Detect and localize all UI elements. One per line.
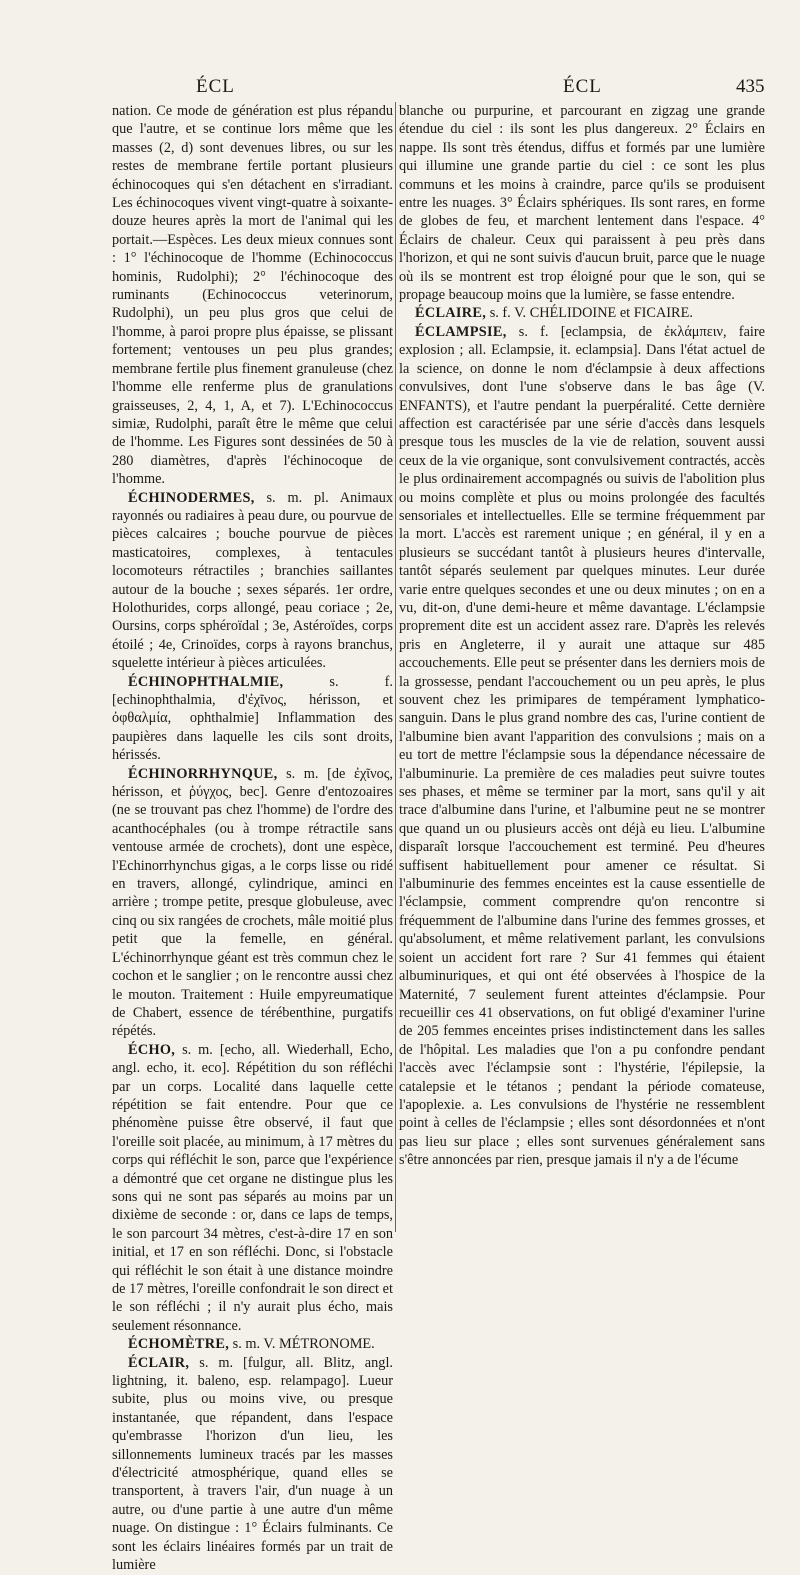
headword: ÉCLAMPSIE,: [415, 323, 507, 340]
right-column: [399, 102, 765, 1237]
entry-eclair: [112, 1354, 393, 1575]
headword: ÉCHO,: [128, 1041, 176, 1058]
left-column: [112, 102, 393, 1574]
right-guide-word: ÉCL: [563, 76, 602, 97]
definition: s. m. V. MÉTRONOME.: [229, 1336, 375, 1353]
headword: ÉCLAIRE,: [415, 305, 487, 322]
entry-echinodermes: [112, 489, 393, 673]
page-number: 435: [736, 76, 765, 97]
headword: ÉCLAIR,: [128, 1354, 190, 1371]
definition: s. m. pl. Animaux rayonnés ou radiaires à peau dure, ou pourvue de pièces calcaires ; bouche pourvue de pièces masticatoires, complexes, à tentacules locomoteurs rétractiles ; branchies saillantes autour de la bouche ; sexes séparés. 1er ordre, Holothurides, corps allongé, peau coriace ; 2e, Oursins, corps sphéroïdal ; 3e, Astéroïdes, corps étoilé ; 4e, Crinoïdes, corps à rayons branchus, squelette intérieur à pièces articulées.: [112, 489, 393, 672]
definition: s. f. [echinophthalmia, d'ἐχῖνος, hérisson, et ὀφθαλμία, ophthalmie] Inflammation des paupières dans laquelle les cils sont droits, hérissés.: [112, 673, 393, 764]
entry-continuation-echinocoque: nation. Ce mode de génération est plus répandu que l'autre, et se continue lors même que les masses (2, d) sont devenues libres, ou sur les restes de membrane fertile portant plusieurs échinocoques qui s'en détachent en s'irradiant. Les échinocoques vivent vingt-quatre à soixante-douze heures après la mort de l'animal qui les portait.—Espèces. Les deux mieux connues sont : 1° l'échinocoque de l'homme (Echinococcus hominis, Rudolphi); 2° l'échinocoque des ruminants (Echinococcus veterinorum, Rudolphi), un peu plus gros que celui de l'homme, à paroi propre plus épaisse, se plissant fortement; ventouses un peu plus grandes; membrane fertile plus finement granuleuse (chez l'homme elle renferme plus de granulations graisseuses, 2, 4, 1, A, et 7). L'Echinococcus simiæ, Rudolphi, paraît être le même que celui de l'homme. Les Figures sont dessinées de 50 à 280 diamètres, d'après l'échinocoque de l'homme.: [112, 103, 393, 488]
definition: s. f. [eclampsia, de ἐκλάμπειν, faire explosion ; all. Eclampsie, it. eclampsia]. Dans l'état actuel de la science, on donne le nom d'éclampsie à deux affections convulsives, dont l'une s'observe dans le bas âge (V. ENFANTS), et l'autre pendant la puerpéralité. Cette dernière affection est caractérisée par une série d'accès dans lesquels presque tous les muscles de la vie de relation, souvent aussi ceux de la vie organique, sont convulsivement contractés, accès le plus ordinairement accompagnés ou suivis de l'abolition plus ou moins complète et plus ou moins prolongée des facultés sensoriales et intellectuelles. Elle se termine fréquemment par la mort. L'accès est rarement unique ; en général, il y en a plusieurs se succédant tantôt à plusieurs heures d'intervalle, tantôt séparés seulement par quelques minutes. Leur durée varie entre quelques secondes et une ou deux minutes ; on en a vu, dit-on, d'une demi-heure et même davantage. L'éclampsie proprement dite est un accident assez rare. D'après les relevés pris en Angleterre, il y aurait une attaque sur 485 accouchements. Elle peut se présenter dans les derniers mois de la grossesse, pendant l'accouchement ou un peu après, le plus souvent chez les primipares de tempérament lymphatico-sanguin. Dans le plus grand nombre des cas, l'urine contient de l'albumine bien avant l'apparition des convulsions ; mais on a eu tort de mettre l'éclampsie sous la dépendance nécessaire de l'albuminurie. La première de ces maladies peut suivre toutes ses phases, et même se terminer par la mort, sans qu'il y ait trace d'albumine dans l'urine, et l'albumine peut ne se montrer que quand un ou plusieurs accès ont déjà eu lieu. L'albumine disparaît lorsque l'accouchement est terminé. Peu d'heures suffisent habituellement pour amener ce résultat. Si l'albuminurie des femmes enceintes est la cause essentielle de l'éclampsie, comment comprendre qu'on rencontre si fréquemment de l'albumine dans l'urine des femmes grosses, et qu'absolument, et même relativement parlant, les convulsions soient un accident fort rare ? Sur 41 femmes qui étaient albuminuriques, et qui ont été observées à l'hospice de la Maternité, 7 seulement furent atteintes d'éclampsie. Pour recueillir ces 41 observations, on fut obligé d'examiner l'urine de 205 femmes enceintes prises indistinctement dans les salles de l'hôpital. Les maladies que l'on a pu confondre pendant l'accès avec l'éclampsie sont : l'hystérie, l'épilepsie, la catalepsie et le tétanos ; pendant la période comateuse, l'apoplexie. a. Les convulsions de l'hystérie ne ressemblent point à celles de l'éclampsie ; elles sont désordonnées et n'ont pas lieu sur place ; elles sont survenues généralement sans s'être annoncées par rien, presque jamais il n'y a de l'écume: [399, 323, 765, 1169]
definition: s. m. [echo, all. Wiederhall, Echo, angl. echo, it. eco]. Répétition du son réfléchi par un corps. Localité dans laquelle cette répétition se fait entendre. Pour que ce phénomène puisse être observé, il faut que l'oreille soit placée, au minimum, à 17 mètres du corps qui réfléchit le son, parce que l'expérience a démontré que cet organe ne distingue plus les sons qui ne sont pas séparés au moins par un dixième de seconde : or, dans ce laps de temps, le son parcourt 34 mètres, c'est-à-dire 17 en son initial, et 17 en son réfléchi. Donc, si l'obstacle qui réfléchit le son était à une distance moindre de 17 mètres, l'oreille confondrait le son direct et le son réfléchi ; il n'y aurait plus écho, mais seulement résonnance.: [112, 1041, 393, 1334]
entry-echinorrhynque: [112, 765, 393, 1041]
entry-eclampsie: [399, 323, 765, 1170]
definition: s. m. [fulgur, all. Blitz, angl. lightning, it. baleno, esp. relampago]. Lueur subite, plus ou moins vive, ou presque instantanée, que répandent, dans l'espace qu'embrasse l'horizon d'un lieu, les sillonnements lumineux tracés par les masses d'électricité atmosphérique, quand elles se transportent, à travers l'air, d'un nuage à un autre, ou d'une partie à une autre d'un même nuage. On distingue : 1° Éclairs fulminants. Ce sont les éclairs linéaires formés par un trait de lumière: [112, 1354, 393, 1574]
entry-continuation-eclair: blanche ou purpurine, et parcourant en zigzag une grande étendue du ciel : ils sont les plus dangereux. 2° Éclairs en nappe. Ils sont très étendus, diffus et formés par une lumière qui illumine une grande partie du ciel : ce sont les plus communs et les moins à craindre, parce qu'ils se produisent entre les nuages. 3° Éclairs sphériques. Ils sont rares, en forme de globes de feu, et marchent lentement dans l'espace. 4° Éclairs de chaleur. Ceux qui paraissent à peu près dans l'horizon, et qui ne sont suivis d'aucun bruit, parce que le nuage où ils se montrent est trop éloigné pour que le son, qui se propage beaucoup moins que la lumière, se fasse entendre.: [399, 103, 765, 304]
left-guide-word: ÉCL: [196, 76, 235, 97]
headword: ÉCHOMÈTRE,: [128, 1336, 230, 1353]
entry-echo: [112, 1041, 393, 1336]
entry-eclaire: [399, 304, 765, 322]
entry-echinophthalmie: [112, 673, 393, 765]
headword: ÉCHINORRHYNQUE,: [128, 765, 278, 782]
definition: s. m. [de ἐχῖνος, hérisson, et ῥύγχος, bec]. Genre d'entozoaires (ne se trouvant pas chez l'homme) de l'ordre des acanthocéphales (ou à trompe rétractile sans ventouse armée de crochets), dont une espèce, l'Echinorrhynchus gigas, a le corps lisse ou ridé en travers, allongé, cylindrique, aminci en arrière ; trompe petite, presque globuleuse, avec cinq ou six rangées de crochets, mâle moitié plus petit que la femelle, en général. L'échinorrhynque géant est très commun chez le cochon et le sanglier ; on le rencontre aussi chez le mouton. Traitement : Huile empyreumatique de Chabert, essence de térébenthine, purgatifs répétés.: [112, 765, 393, 1040]
entry-echometre: [112, 1335, 393, 1353]
headword: ÉCHINOPHTHALMIE,: [128, 673, 284, 690]
column-divider: [395, 102, 396, 1232]
definition: s. f. V. CHÉLIDOINE et FICAIRE.: [486, 305, 693, 322]
headword: ÉCHINODERMES,: [128, 489, 255, 506]
